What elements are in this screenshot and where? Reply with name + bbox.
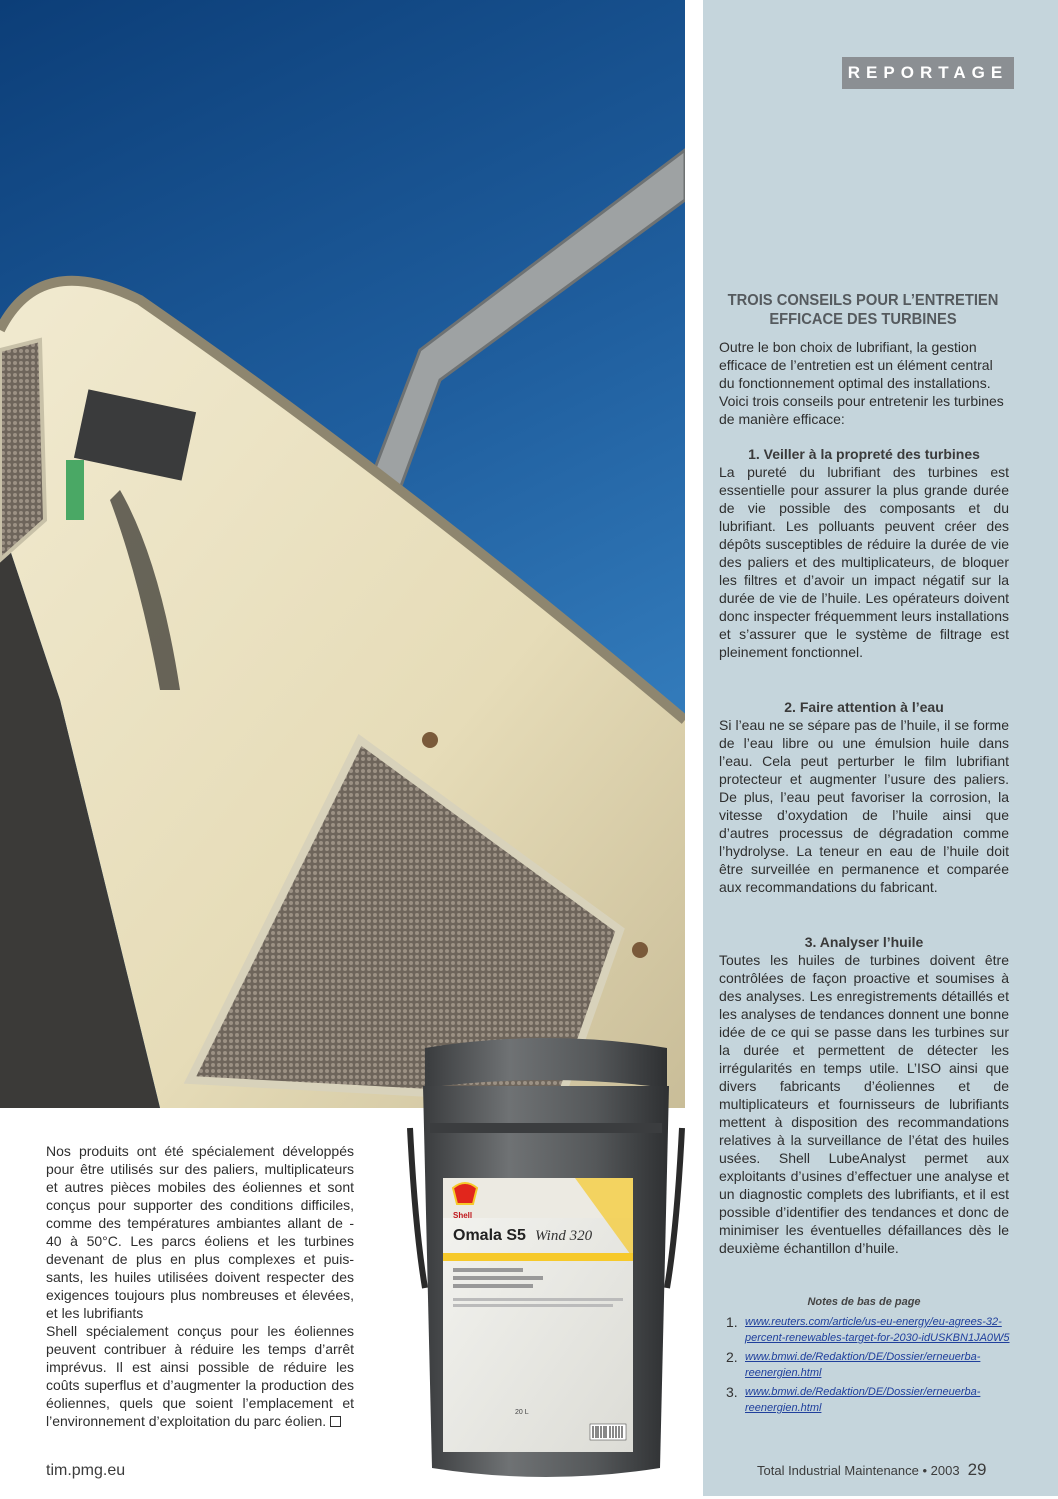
tip3-text: Toutes les huiles de turbines doivent être contrôlées de façon proactive et soumises à des analyses. Les enregistrements détaillés et les analyses de tendances donnent une bonne idée de ce qui se passe dans les turbines sur la durée et permettent de détecter les irrégularités en temps utile. L’ISO ainsi que divers fabricants d’éoliennes et de multiplicateurs et fournisseurs de lubrifiants mettent à disposition des recommandations relatives à la surveillance de l’état des huiles usées. Shell LubeAnalyst permet aux exploitants d’usines d’effectuer une analyse et un diagnostic complets des lubrifiants, et il est possible d’identifier des tendances et donc de minimiser les éventuelles défaillances dès le deuxième échantillon d’huile. (719, 952, 1009, 1256)
tip1 (719, 445, 1009, 661)
box-intro (719, 338, 1009, 428)
box-title (724, 291, 1002, 329)
footer-magazine: Total Industrial Maintenance • 2003 (757, 1463, 960, 1478)
tip1-title: 1. Veiller à la propreté des turbines (748, 446, 980, 462)
footnote-item (726, 1384, 1011, 1416)
tip1-text: La pureté du lubrifiant des turbines est essentielle pour assurer la plus grande durée de vie possible des composants et du lubrifiant. Les polluants peuvent créer des dépôts susceptibles de réduire la durée de vie des paliers et des multiplicateurs, de bloquer les filtres et d’avoir un impact négatif sur la durée de vie de l’huile. Les opérateurs doivent donc inspecter fréquemment leurs installations et s’assurer que le système de filtrage est pleinement fonctionnel. (719, 464, 1009, 660)
box-title-line1: TROIS CONSEILS POUR L’ENTRETIEN (727, 292, 999, 309)
left-para1: Nos produits ont été spécialement développés pour être utilisés sur des paliers, multiplicateurs et autres pièces mobiles des éoliennes et sont conçus pour supporter des conditions difficiles, comme des températures ambiantes allant de - 40 à 50°C. Les parcs éoliens et les turbines devenant de plus en plus complexes et puissants, les huiles utilisées doivent respecter des exigences toujours plus nombreuses et élevées, et les lubrifiants (46, 1143, 354, 1321)
footnote-link[interactable]: www.reuters.com/article/us-eu-energy/eu-agrees-32-percent-renewables-target-for-2030-idUSKBN1JA0W5 (745, 1316, 1010, 1344)
tip2 (719, 698, 1009, 896)
section-tag: REPORTAGE (842, 57, 1014, 89)
product-volume: 20 L (515, 1409, 529, 1416)
box-title-line2: EFFICACE DES TURBINES (769, 311, 957, 328)
footnote-item (726, 1314, 1011, 1346)
footer-site: tim.pmg.eu (46, 1462, 126, 1479)
left-para2 (46, 1322, 354, 1430)
left-body-text (46, 1142, 354, 1430)
footnote-item (726, 1349, 1011, 1381)
footnote-number: 3. (726, 1384, 738, 1400)
footer-publication (757, 1460, 987, 1480)
footnotes-title: Notes de bas de page (807, 1296, 921, 1308)
tip2-text: Si l’eau ne se sépare pas de l’huile, il se forme de l’eau libre ou une émulsion huile dans l’eau. Cela peut perturber le film lubrifiant protecteur et augmenter l’usure des paliers. De plus, l’eau peut favoriser la corrosion, la vitesse d’oxydation de l’huile ainsi que d’autres processus de dégradation comme l’hydrolyse. La teneur en eau de l’huile doit être surveillée en permanence et comparée aux recommandations du fabricant. (719, 717, 1009, 895)
footnote-number: 1. (726, 1314, 738, 1330)
product-variant: Wind 320 (535, 1228, 593, 1244)
page-number: 29 (967, 1460, 987, 1479)
footnote-link[interactable]: www.bmwi.de/Redaktion/DE/Dossier/erneuerba-reenergien.html (745, 1351, 981, 1379)
turbine-illustration (0, 0, 685, 1108)
tip3 (719, 933, 1009, 1257)
footnotes-list (726, 1314, 1011, 1419)
product-bucket (405, 1028, 687, 1494)
product-name: Omala S5 (453, 1227, 526, 1244)
tip2-title: 2. Faire attention à l’eau (784, 699, 944, 715)
end-mark-icon (330, 1416, 341, 1427)
tip3-title: 3. Analyser l’huile (804, 934, 924, 950)
bucket-illustration (405, 1028, 687, 1494)
intro-text: Outre le bon choix de lubrifiant, la gestion efficace de l’entretien est un élément central du fonctionnement optimal des installations. Voici trois conseils pour entretenir les turbines de manière efficace: (719, 339, 1004, 427)
left-para2-text: Shell spécialement conçus pour les éoliennes peuvent contribuer à réduire les temps d’arrêt imprévus. Il est ainsi possible de réduire les coûts superflus et d’augmenter la production des éoliennes, quels que soient l’emplacement et l’environnement d’exploitation du parc éolien. (46, 1323, 354, 1429)
footnote-link[interactable]: www.bmwi.de/Redaktion/DE/Dossier/erneuerba-reenergien.html (745, 1386, 981, 1414)
turbine-photo (0, 0, 685, 1108)
footnote-number: 2. (726, 1349, 738, 1365)
product-brand: Shell (453, 1211, 473, 1220)
